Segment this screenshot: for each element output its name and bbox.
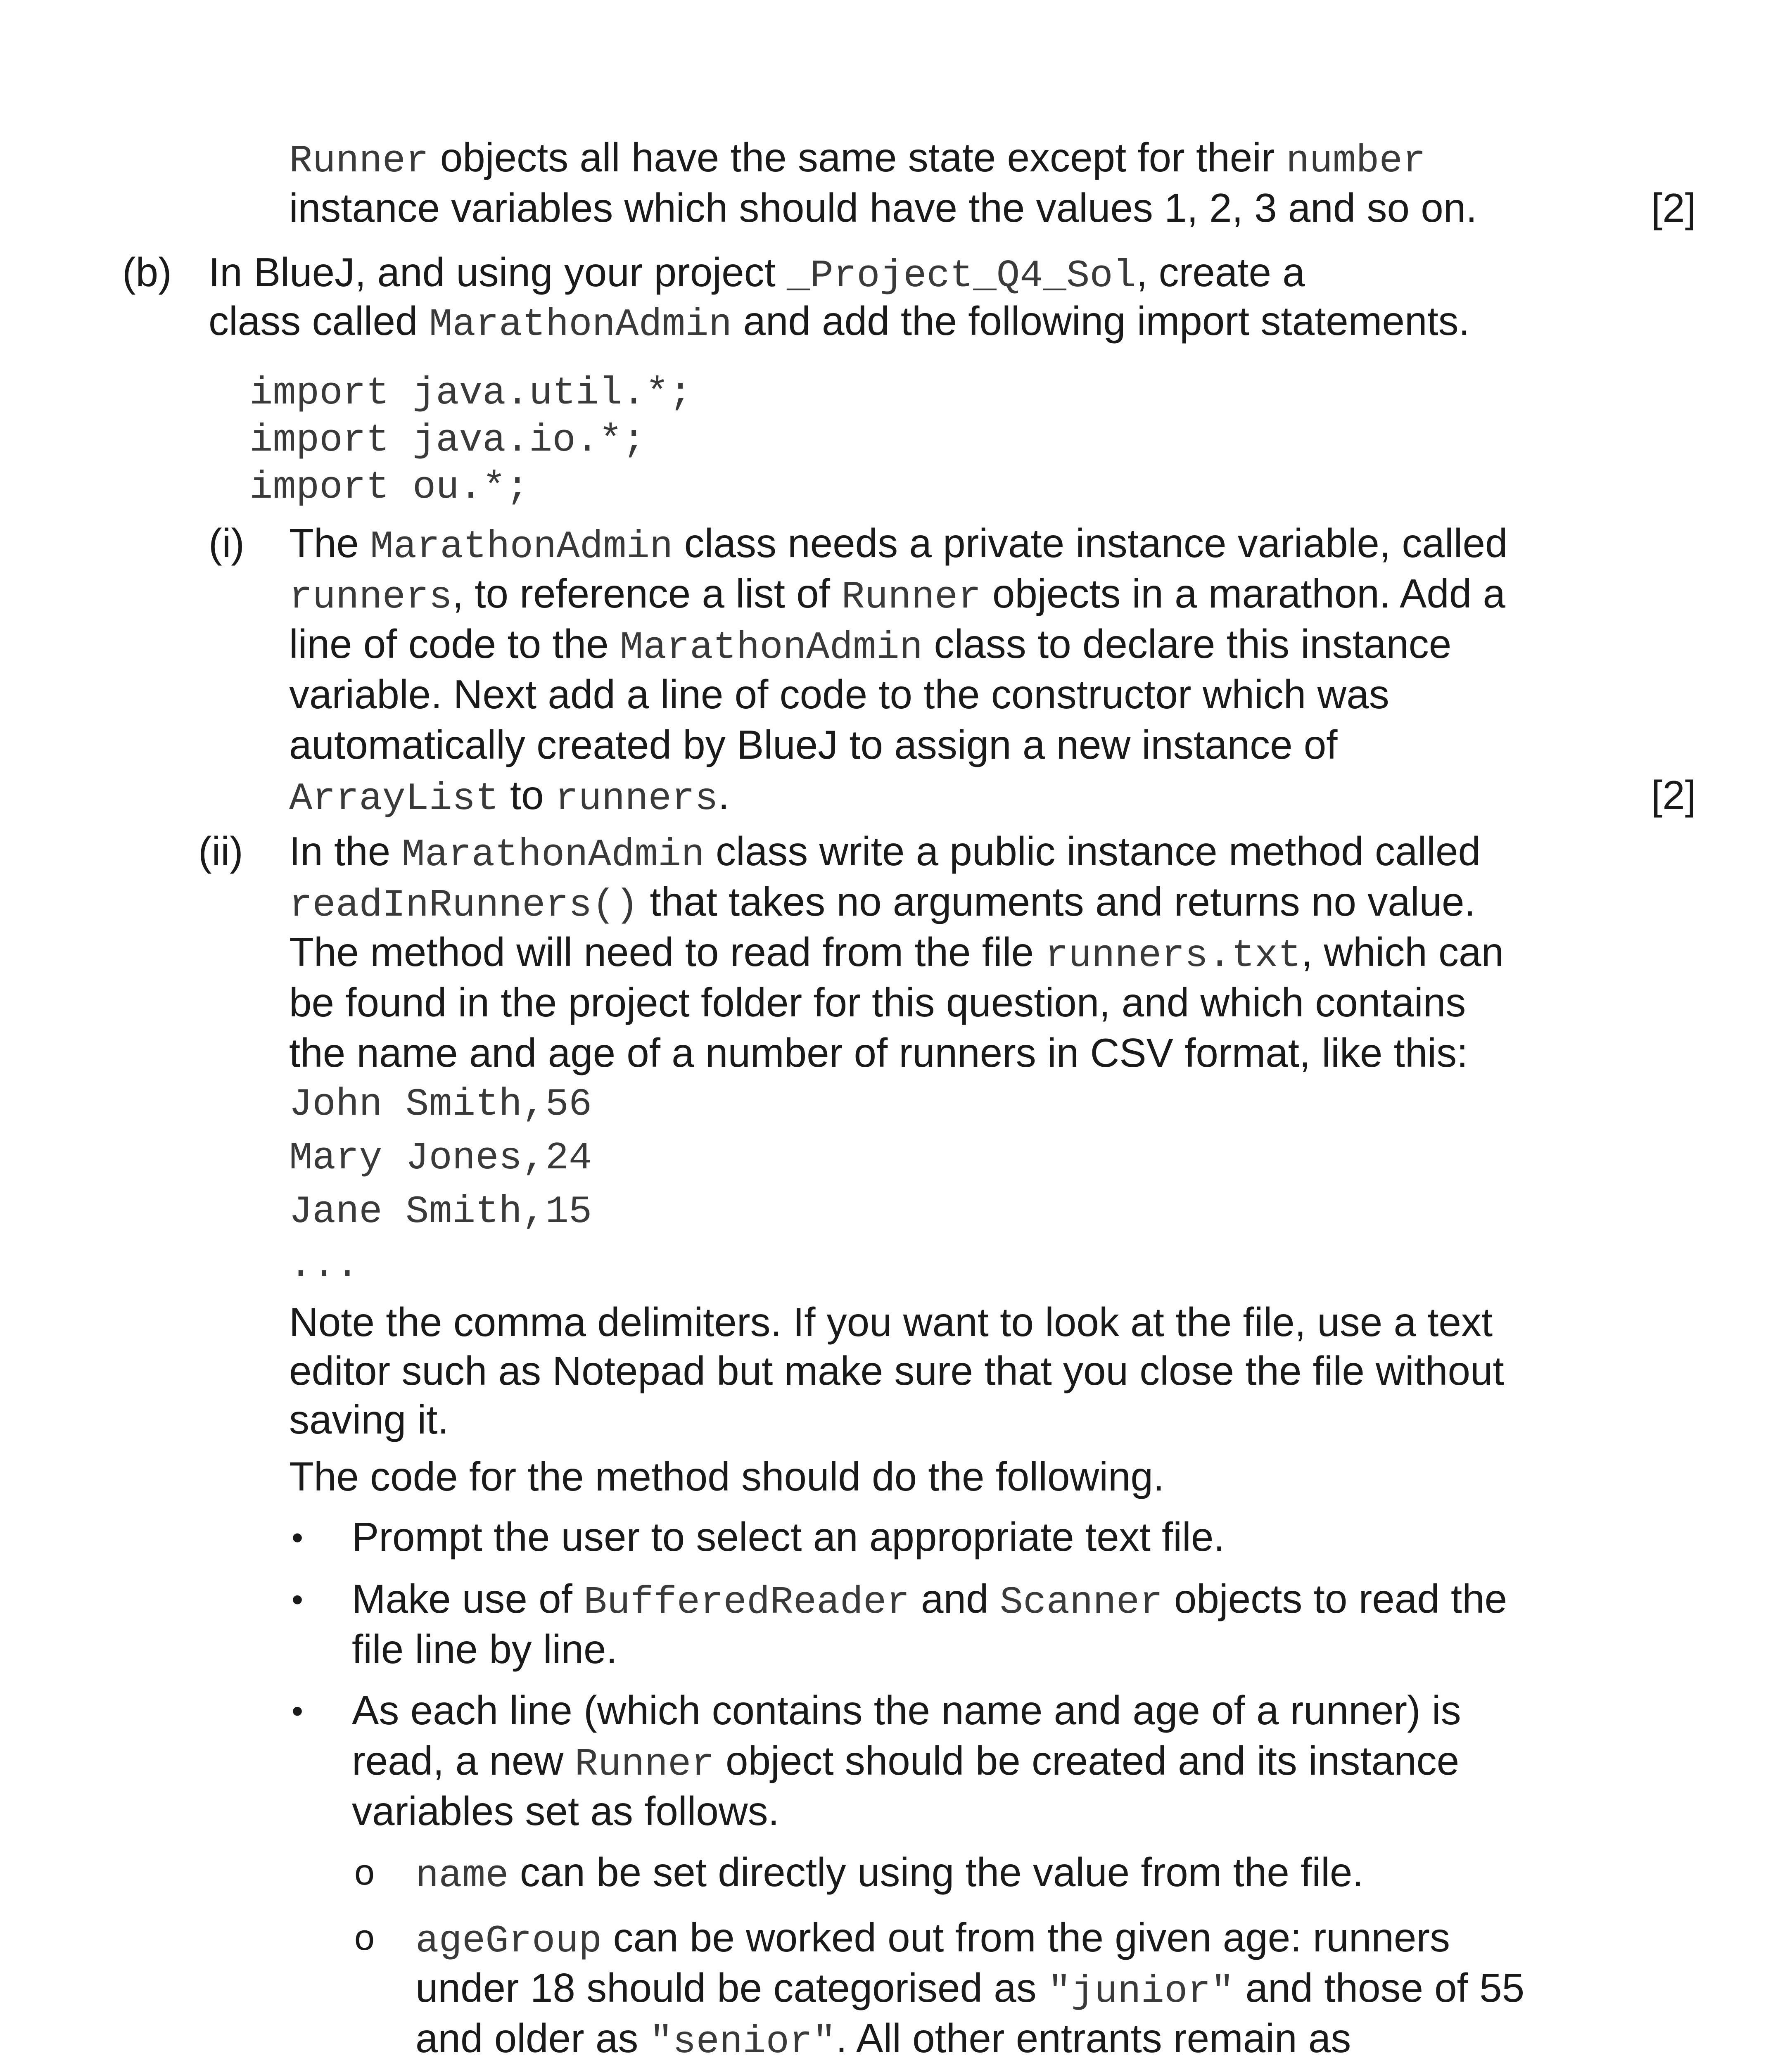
part-i-line-3: line of code to the MarathonAdmin class to declare this instance [289, 621, 1452, 670]
note-line-2: editor such as Notepad but make sure that you close the file without [289, 1348, 1504, 1393]
part-i-line-6: ArrayList to runners. [289, 772, 729, 821]
sub-bullet-2-line-1: ageGroup can be worked out from the given age: runners [415, 1915, 1450, 1963]
bullet-3-line-1: As each line (which contains the name and age of a runner) is [352, 1688, 1461, 1733]
sub-bullet-1-text: name can be set directly using the value from the file. [415, 1849, 1364, 1898]
sub-bullet-2-icon: o [354, 1917, 375, 1958]
part-ii-line-4: be found in the project folder for this question, and which contains [289, 980, 1466, 1025]
bullet-3-line-2: read, a new Runner object should be created and its instance [352, 1738, 1460, 1787]
sub-bullet-2-line-4 [415, 2063, 660, 2065]
note-line-3: saving it. [289, 1397, 449, 1442]
part-ii-line-1: In the MarathonAdmin class write a public instance method called [289, 828, 1481, 877]
csv-line-3: Jane Smith,15 [289, 1190, 592, 1234]
note-line-1: Note the comma delimiters. If you want to look at the file, use a text [289, 1299, 1493, 1345]
sub-bullet-2-line-2: under 18 should be categorised as "junior" and those of 55 [415, 1965, 1525, 2014]
marks-intro: [2] [1651, 185, 1696, 230]
import-io: import java.io.*; [249, 419, 646, 463]
part-i-label: (i) [209, 520, 245, 566]
part-i-line-5: automatically created by BlueJ to assign a new instance of [289, 722, 1338, 767]
part-i-line-4: variable. Next add a line of code to the constructor which was [289, 672, 1389, 717]
part-i-line-1: The MarathonAdmin class needs a private instance variable, called [289, 520, 1508, 569]
bullet-3-line-3: variables set as follows. [352, 1788, 779, 1834]
bullet-3-icon: • [292, 1692, 304, 1729]
part-ii-line-5: the name and age of a number of runners in CSV format, like this: [289, 1030, 1468, 1075]
marks-part-i: [2] [1651, 772, 1696, 818]
part-ii-line-2: readInRunners() that takes no arguments and returns no value. [289, 879, 1476, 928]
sub-bullet-2-line-3: and older as "senior". All other entrants remain as [415, 2015, 1351, 2064]
part-ii-line-3: The method will need to read from the file runners.txt, which can [289, 929, 1504, 978]
bullet-1-icon: • [292, 1519, 304, 1556]
part-b-label: (b) [122, 249, 172, 295]
part-ii-label: (ii) [198, 828, 243, 874]
bullet-2-icon: • [292, 1581, 304, 1618]
bullet-2-line-2: file line by line. [352, 1626, 617, 1672]
csv-line-1: John Smith,56 [289, 1083, 592, 1127]
import-util: import java.util.*; [249, 372, 692, 415]
part-b-line-2: class called MarathonAdmin and add the following import statements. [209, 298, 1470, 347]
part-i-line-2: runners, to reference a list of Runner objects in a marathon. Add a [289, 571, 1506, 620]
sub-bullet-1-icon: o [354, 1851, 375, 1892]
part-b-line-1: In BlueJ, and using your project _Project_Q4_Sol, create a [209, 249, 1305, 298]
intro-line-2: instance variables which should have the values 1, 2, 3 and so on. [289, 185, 1477, 230]
import-ou: import ou.*; [249, 466, 529, 510]
bullet-2-line-1: Make use of BufferedReader and Scanner objects to read the [352, 1576, 1507, 1625]
bullet-1-text: Prompt the user to select an appropriate text file. [352, 1514, 1225, 1559]
csv-line-ellipsis: ... [289, 1244, 359, 1288]
intro-line-1: Runner objects all have the same state except for their number [289, 135, 1426, 183]
csv-line-2: Mary Jones,24 [289, 1137, 592, 1180]
code-intro: The code for the method should do the following. [289, 1454, 1165, 1499]
